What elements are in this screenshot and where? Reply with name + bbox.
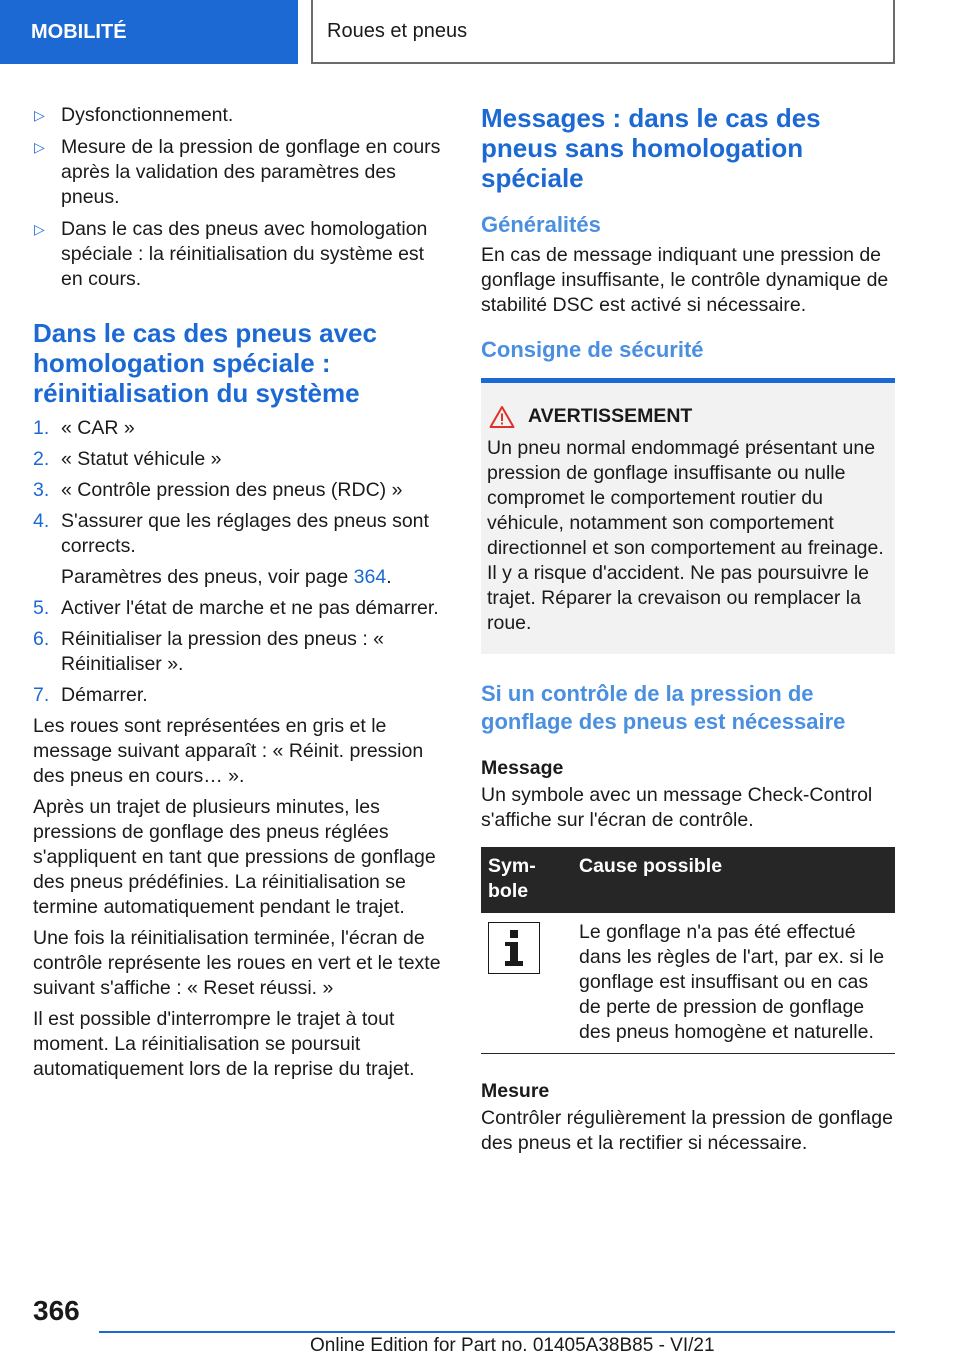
- table-row: [481, 913, 895, 1054]
- paragraph: Après un trajet de plusieurs minutes, les pressions de gonflage des pneus réglées s'appliquent en tant que pressions de gonflage des pneus prédéfinies. La réinitialisation se termine automatiquement pendant le trajet.: [33, 796, 436, 918]
- warning-title: [487, 404, 887, 429]
- triangle-bullet-icon: ▷: [34, 107, 45, 123]
- warning-box: [481, 378, 895, 654]
- column-header-symbol: Sym-bole: [481, 847, 572, 913]
- step-item: 5. Activer l'état de marche et ne pas démarrer.: [33, 597, 439, 619]
- page-number: 366: [33, 1295, 80, 1326]
- paragraph: Il est possible d'interrompre le trajet à tout moment. La réinitialisation se poursuit automatiquement lors de la reprise du trajet.: [33, 1008, 415, 1080]
- page-reference: Paramètres des pneus, voir page 364.: [61, 566, 392, 588]
- subheading-safety: Consigne de sécurité: [481, 337, 704, 362]
- chapter-title: Roues et pneus: [327, 19, 468, 42]
- symbol-cell: [481, 913, 572, 1054]
- info-icon: [488, 922, 540, 974]
- page-link[interactable]: 364: [353, 566, 387, 588]
- step-item: 2. « Statut véhicule »: [33, 448, 222, 470]
- warning-label: AVERTISSEMENT: [528, 405, 693, 427]
- cause-cell: Le gonflage n'a pas été effectué dans les règles de l'art, par ex. si le gonflage est insuffisant ou en cas de perte de pression de gonflage des pneus homogène et naturelle.: [572, 913, 895, 1054]
- step-item: 7. Démarrer.: [33, 684, 148, 706]
- step-item: 6. Réinitialiser la pression des pneus : « Réinitialiser ».: [33, 628, 385, 675]
- measure-label: Mesure: [481, 1080, 550, 1102]
- triangle-bullet-icon: ▷: [34, 221, 45, 237]
- subheading-general: Généralités: [481, 212, 601, 237]
- step-item: 3. « Contrôle pression des pneus (RDC) »: [33, 479, 403, 501]
- section-heading: Messages : dans le cas des pneus sans homologation spéciale: [481, 103, 821, 193]
- list-item: ▷ Mesure de la pression de gonflage en cours après la validation des paramètres des pneus.: [34, 136, 441, 208]
- list-item: ▷ Dysfonctionnement.: [34, 104, 234, 126]
- warning-text: Un pneu normal endommagé présentant une pression de gonflage insuffisante ou nulle compromet le comportement routier du véhicule, notamment son comportement directionnel et son comportement au freinage. Il y a risque d'accident. Ne pas poursuivre le trajet. Réparer la crevaison ou remplacer la roue.: [487, 437, 884, 634]
- section-heading: Dans le cas des pneus avec homologation spéciale : réinitialisation du système: [33, 318, 377, 408]
- section-tab: [0, 0, 298, 64]
- status-list: [33, 103, 448, 292]
- step-item: 1. « CAR »: [33, 417, 135, 439]
- table-header-row: [481, 847, 895, 913]
- paragraph: En cas de message indiquant une pression de gonflage insuffisante, le contrôle dynamique de stabilité DSC est activé si nécessaire.: [481, 244, 889, 316]
- paragraph: Contrôler régulièrement la pression de gonflage des pneus et la rectifier si nécessaire.: [481, 1107, 893, 1154]
- section-title: MOBILITÉ: [31, 20, 127, 43]
- list-item: ▷ Dans le cas des pneus avec homologation spéciale : la réinitialisation du système est en cours.: [34, 218, 428, 290]
- steps-list: [33, 416, 448, 708]
- chapter-header: [311, 0, 895, 64]
- paragraph: Un symbole avec un message Check-Control s'affiche sur l'écran de contrôle.: [481, 784, 873, 831]
- column-header-cause: Cause possible: [572, 847, 895, 913]
- step-item: 4. S'assurer que les réglages des pneus sont corrects. Paramètres des pneus, voir page 364.: [33, 509, 448, 590]
- subheading-check: Si un contrôle de la pression de gonflage des pneus est nécessaire: [481, 681, 846, 734]
- left-column: [33, 103, 448, 1088]
- paragraph: Les roues sont représentées en gris et le message suivant apparaît : « Réinit. pression des pneus en cours… ».: [33, 715, 424, 787]
- edition-footer: Online Edition for Part no. 01405A38B85 - VI/21: [310, 1335, 715, 1356]
- message-label: Message: [481, 757, 564, 779]
- symbol-table: [481, 847, 895, 1054]
- warning-triangle-icon: [489, 405, 515, 429]
- paragraph: Une fois la réinitialisation terminée, l'écran de contrôle représente les roues en vert et le texte suivant s'affiche : « Reset réussi. »: [33, 927, 441, 999]
- triangle-bullet-icon: ▷: [34, 139, 45, 155]
- right-column: [481, 103, 895, 1162]
